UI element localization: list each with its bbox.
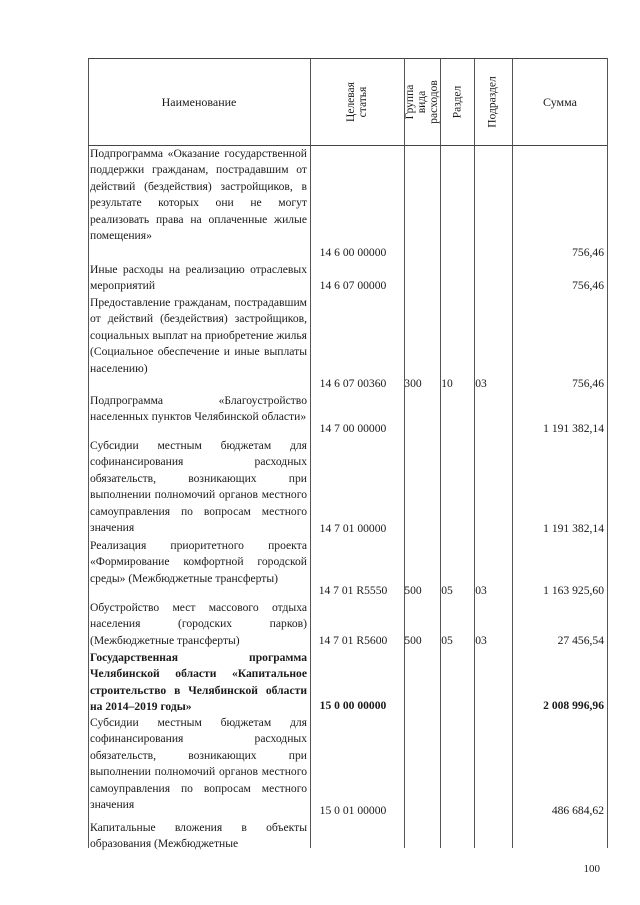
row-code: 14 7 01 R5550 — [318, 584, 388, 597]
table-row — [88, 146, 607, 262]
row-sum: 1 191 382,14 — [543, 522, 604, 535]
row-name: Субсидии местным бюджетам для софинансирования расходных обязательств, возникающих при выполнении полномочий органов местного самоуправления по вопросам местного значения — [90, 439, 307, 535]
row-section: 05 — [441, 634, 453, 647]
row-code: 14 7 01 00000 — [319, 522, 387, 535]
budget-table — [88, 58, 607, 146]
header-code: Целевая статья — [345, 82, 369, 122]
table-header — [88, 58, 607, 146]
table-row — [88, 295, 607, 393]
row-code: 14 6 07 00000 — [319, 279, 387, 292]
row-sum: 1 191 382,14 — [543, 422, 604, 435]
row-section: 05 — [441, 584, 453, 597]
row-name: Реализация приоритетного проекта «Формирование комфортной городской среды» (Межбюджетные трансферты) — [90, 539, 307, 585]
row-subsection: 03 — [475, 634, 487, 647]
row-sum: 1 163 925,60 — [543, 584, 604, 597]
row-name: Предоставление гражданам, пострадавшим от действий (бездействия) застройщиков, социальных выплат на приобретение жилья (Социальное обеспечение и иные выплаты населению) — [90, 296, 307, 375]
row-subsection: 03 — [475, 377, 487, 390]
header-name: Наименование — [161, 94, 237, 109]
row-name: Обустройство мест массового отдыха населения (городских парков) (Межбюджетные трансферты) — [90, 601, 307, 647]
row-name: Капитальные вложения в объекты образования (Межбюджетные — [90, 821, 307, 851]
table-row — [88, 600, 607, 650]
table-row — [88, 650, 607, 715]
row-group: 500 — [404, 584, 422, 597]
table-row — [88, 538, 607, 600]
row-name: Субсидии местным бюджетам для софинансирования расходных обязательств, возникающих при выполнении полномочий органов местного самоуправления по вопросам местного значения — [90, 716, 307, 812]
row-code: 15 0 00 00000 — [319, 699, 387, 712]
row-name: Иные расходы на реализацию отраслевых мероприятий — [90, 263, 307, 293]
table-row — [88, 438, 607, 538]
row-section: 10 — [441, 377, 453, 390]
row-group: 500 — [404, 634, 422, 647]
row-code: 14 7 00 00000 — [319, 422, 387, 435]
row-sum: 27 456,54 — [557, 634, 604, 647]
row-sum: 486 684,62 — [551, 804, 604, 817]
row-code: 15 0 01 00000 — [319, 804, 387, 817]
table-row — [88, 715, 607, 820]
row-name: Подпрограмма «Благоустройство населенных пунктов Челябинской области» — [90, 394, 307, 424]
header-section: Раздел — [451, 85, 463, 119]
table-row — [88, 262, 607, 295]
row-name: Государственная программа Челябинской области «Капитальное строительство в Челябинской области на 2014–2019 годы» — [90, 651, 307, 714]
header-sum: Сумма — [543, 94, 577, 109]
row-sum: 756,46 — [572, 279, 604, 292]
row-sum: 756,46 — [572, 246, 604, 259]
header-group: Группа вида расходов — [404, 80, 440, 124]
row-sum: 756,46 — [572, 377, 604, 390]
table-row — [88, 393, 607, 438]
row-code: 14 6 00 00000 — [319, 246, 387, 259]
column-rule — [607, 58, 608, 848]
row-sum: 2 008 996,96 — [543, 699, 604, 712]
header-subsection: Подраздел — [487, 76, 499, 128]
row-subsection: 03 — [475, 584, 487, 597]
page-number: 100 — [583, 863, 600, 875]
row-group: 300 — [404, 377, 422, 390]
table-row — [88, 820, 607, 860]
row-code: 14 7 01 R5600 — [318, 634, 388, 647]
row-code: 14 6 07 00360 — [319, 377, 387, 390]
row-name: Подпрограмма «Оказание государственной поддержки гражданам, пострадавшим от действий (бездействия) застройщиков, в результате которых они не могут реализовать права на оплаченные жилые помещения» — [90, 147, 307, 243]
